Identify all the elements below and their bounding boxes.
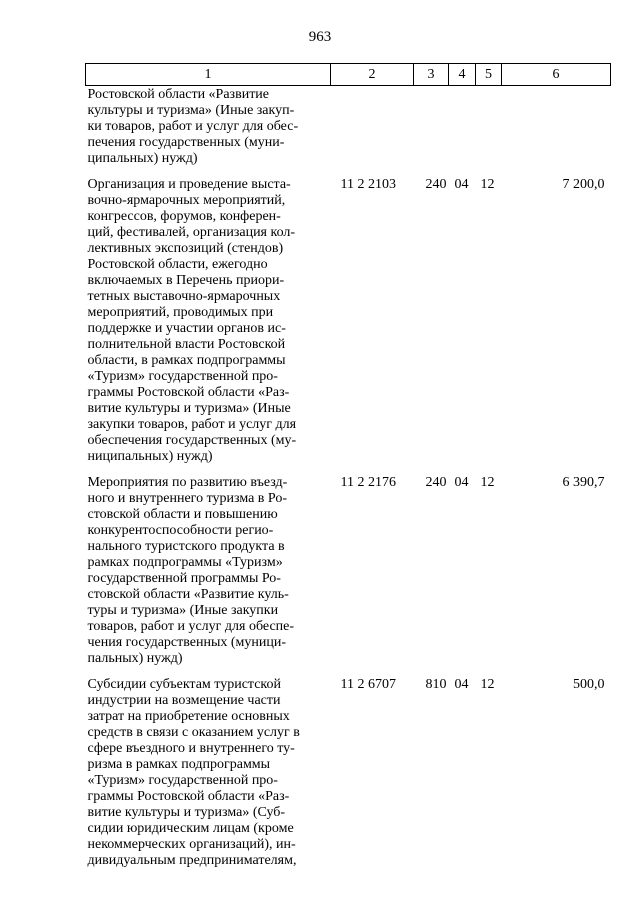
table-header <box>86 64 611 86</box>
row-expense-type: 240 <box>425 177 447 192</box>
row-target-code: 11 2 2103 <box>340 177 396 192</box>
table-body <box>86 86 611 880</box>
row-subsection <box>476 86 502 178</box>
row-name: Мероприятия по развитию въезд- ного и внутреннего туризма в Ро- стовской области и повышению конкурентоспособности регио- нального туристского продукта в рамках подпрограммы «Туризм» государственной программы Ро- стовской области «Развитие куль- туры и туризма» (Иные закупки товаров, работ и услуг для обеспе- чения государственных (муници- пальных) нужд) <box>87 475 295 666</box>
row-target-code: 11 2 6707 <box>340 677 396 692</box>
header-col-4: 4 <box>449 64 476 86</box>
header-col-1: 1 <box>86 64 331 86</box>
row-section: 04 <box>454 677 469 692</box>
row-amount <box>502 86 611 178</box>
row-expense-type: 240 <box>425 475 447 490</box>
row-name: Субсидии субъектам туристской индустрии на возмещение части затрат на приобретение основных средств в связи с оказанием услуг в сфере въездного и внутреннего ту- ризма в рамках подпрограммы «Туризм» государственной про- граммы Ростовской области «Раз- витие культуры и туризма» (Суб- сидии юридическим лицам (кроме некоммерческих организаций), ин- дивидуальным предпринимателям, <box>87 677 300 868</box>
header-col-2: 2 <box>331 64 414 86</box>
table-row <box>86 677 611 879</box>
row-subsection: 12 <box>480 475 495 490</box>
row-amount: 6 390,7 <box>562 475 605 490</box>
row-target-code: 11 2 2176 <box>340 475 396 490</box>
row-subsection: 12 <box>480 677 495 692</box>
budget-table <box>85 63 611 879</box>
table-row <box>86 86 611 178</box>
table-row <box>86 177 611 475</box>
page-number: 963 <box>308 29 332 45</box>
row-amount: 500,0 <box>573 677 605 692</box>
row-section: 04 <box>454 177 469 192</box>
header-col-6: 6 <box>502 64 611 86</box>
header-col-3: 3 <box>414 64 449 86</box>
row-amount: 7 200,0 <box>562 177 605 192</box>
header-row <box>86 64 611 86</box>
table-row <box>86 475 611 677</box>
header-col-5: 5 <box>476 64 502 86</box>
row-section <box>449 86 476 178</box>
row-expense-type <box>414 86 449 178</box>
row-subsection: 12 <box>480 177 495 192</box>
row-name: Ростовской области «Развитие культуры и туризма» (Иные закуп- ки товаров, работ и услуг для обес- печения государственных (муни- ципальных) нужд) <box>87 87 299 166</box>
row-name: Организация и проведение выста- вочно-ярмарочных мероприятий, конгрессов, форумов, конферен- ций, фестивалей, организация кол- лективных экспозиций (стендов) Ростовской области, ежегодно включаемых в Перечень приори- тетных выставочно-ярмарочных мероприятий, проводимых при поддержке и участии органов ис- полнительной власти Ростовской области, в рамках подпрограммы «Туризм» государственной про- граммы Ростовской области «Раз- витие культуры и туризма» (Иные закупки товаров, работ и услуг для обеспечения государственных (му- ниципальных) нужд) <box>87 177 297 464</box>
row-section: 04 <box>454 475 469 490</box>
row-expense-type: 810 <box>425 677 447 692</box>
row-target-code <box>331 86 414 178</box>
